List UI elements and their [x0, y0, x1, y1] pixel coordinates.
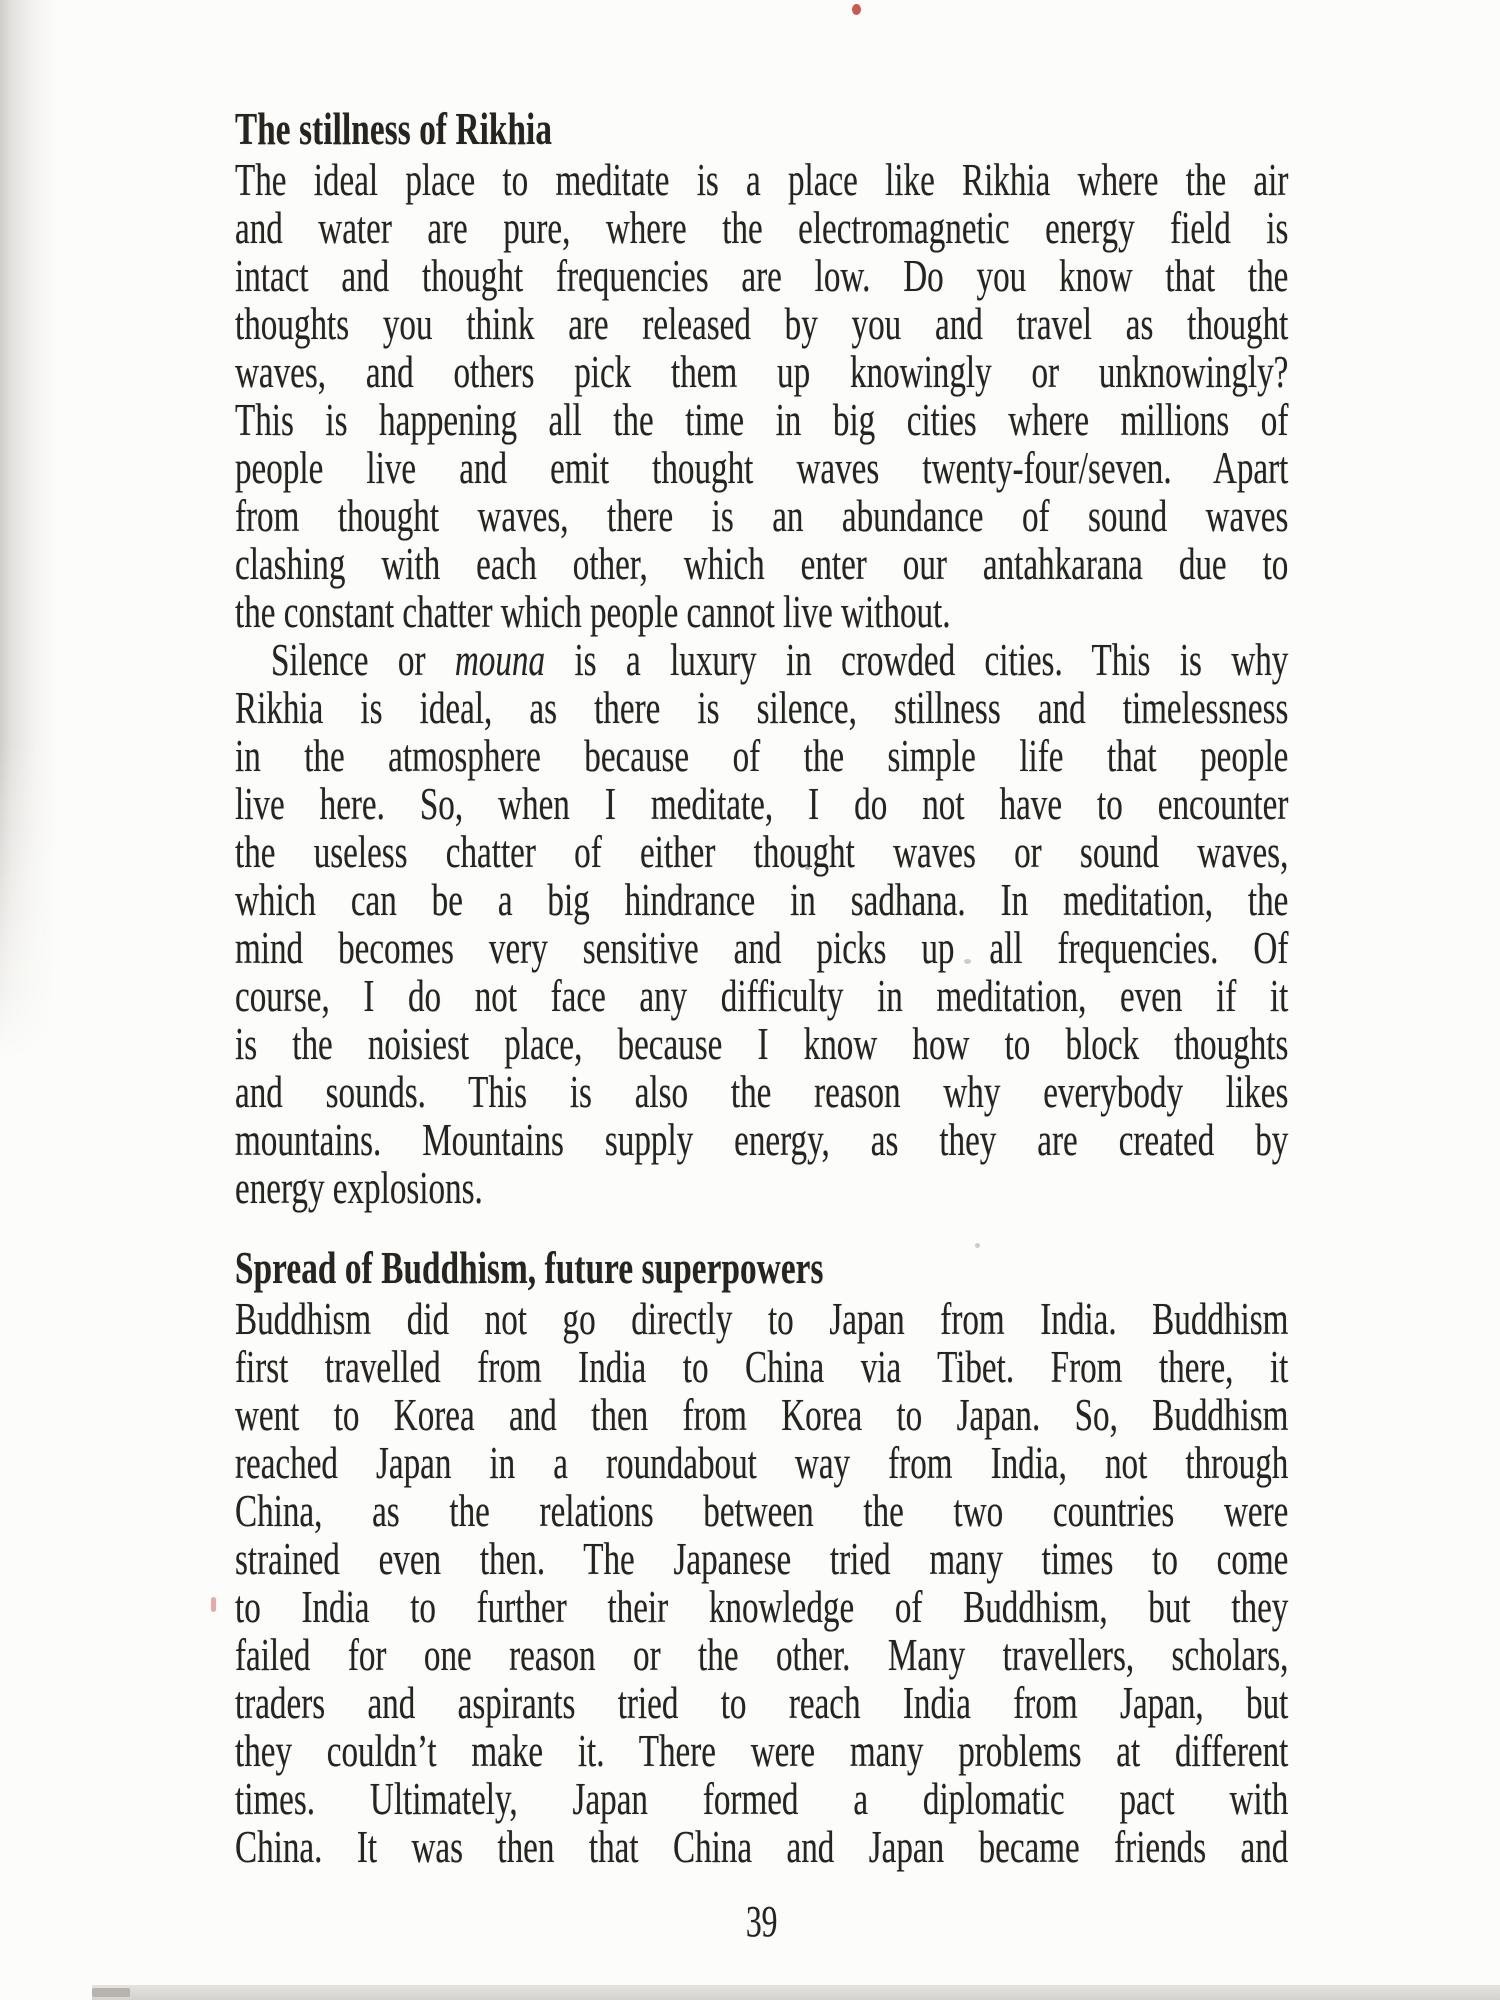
- scan-edge-bottom-nub: [92, 1988, 130, 1997]
- text-line: times. Ultimately, Japan formed a diplomatic pact with: [235, 1773, 1289, 1824]
- text-line: waves, and others pick them up knowingly or unknowingly?: [235, 346, 1289, 397]
- scan-artifact-red-speck: [852, 4, 861, 15]
- paragraph-silence: [235, 636, 1288, 1212]
- text-line: live here. So, when I meditate, I do not have to encounter: [235, 778, 1289, 829]
- text-line: China, as the relations between the two countries were: [235, 1485, 1289, 1536]
- text-line: China. It was then that China and Japan became friends and: [235, 1821, 1289, 1872]
- scan-edge-left: [0, 0, 56, 1060]
- text-line: Silence or mouna is a luxury in crowded cities. This is why: [271, 634, 1289, 685]
- text-line: traders and aspirants tried to reach India from Japan, but: [235, 1677, 1289, 1728]
- text-line: went to Korea and then from Korea to Japan. So, Buddhism: [235, 1389, 1289, 1440]
- text-line: Rikhia is ideal, as there is silence, stillness and timelessness: [235, 682, 1289, 733]
- text-line: to India to further their knowledge of Buddhism, but they: [235, 1581, 1289, 1632]
- italic-term: mouna: [454, 634, 546, 685]
- page-number: 39: [745, 1897, 778, 1946]
- scan-artifact-red-tick: [211, 1597, 216, 1612]
- section-heading-stillness: The stillness of Rikhia: [235, 103, 553, 154]
- text-line: The ideal place to meditate is a place like Rikhia where the air: [235, 154, 1289, 205]
- text-line: mind becomes very sensitive and picks up all frequencies. Of: [235, 922, 1289, 973]
- paragraph-stillness: [235, 156, 1288, 636]
- text-line: thoughts you think are released by you and travel as thought: [235, 298, 1289, 349]
- text-line: the useless chatter of either thought waves or sound waves,: [235, 826, 1289, 877]
- paragraph-buddhism: [235, 1295, 1288, 1871]
- text-line: and water are pure, where the electromagnetic energy field is: [235, 202, 1289, 253]
- text-line: course, I do not face any difficulty in meditation, even if it: [235, 970, 1289, 1021]
- text-line: failed for one reason or the other. Many travellers, scholars,: [235, 1629, 1289, 1680]
- text-line: from thought waves, there is an abundance of sound waves: [235, 490, 1289, 541]
- text-line: strained even then. The Japanese tried many times to come: [235, 1533, 1289, 1584]
- scan-edge-bottom: [92, 1985, 1500, 2000]
- text-line: This is happening all the time in big cities where millions of: [235, 394, 1289, 445]
- text-line: in the atmosphere because of the simple life that people: [235, 730, 1289, 781]
- text-line: which can be a big hindrance in sadhana. In meditation, the: [235, 874, 1289, 925]
- text-line: intact and thought frequencies are low. Do you know that the: [235, 250, 1289, 301]
- text-line: people live and emit thought waves twenty-four/seven. Apart: [235, 442, 1289, 493]
- text-line: they couldn’t make it. There were many problems at different: [235, 1725, 1289, 1776]
- text-line: Buddhism did not go directly to Japan from India. Buddhism: [235, 1293, 1289, 1344]
- text-line: reached Japan in a roundabout way from India, not through: [235, 1437, 1289, 1488]
- text-line: and sounds. This is also the reason why everybody likes: [235, 1066, 1289, 1117]
- text-line: the constant chatter which people cannot live without.: [235, 586, 951, 637]
- text-line: mountains. Mountains supply energy, as they are created by: [235, 1114, 1289, 1165]
- text-line: first travelled from India to China via Tibet. From there, it: [235, 1341, 1289, 1392]
- text-line: clashing with each other, which enter our antahkarana due to: [235, 538, 1289, 589]
- text-line: is the noisiest place, because I know how to block thoughts: [235, 1018, 1289, 1069]
- section-heading-buddhism: Spread of Buddhism, future superpowers: [235, 1242, 824, 1293]
- text-column: [235, 105, 1288, 1946]
- text-line: energy explosions.: [235, 1162, 483, 1213]
